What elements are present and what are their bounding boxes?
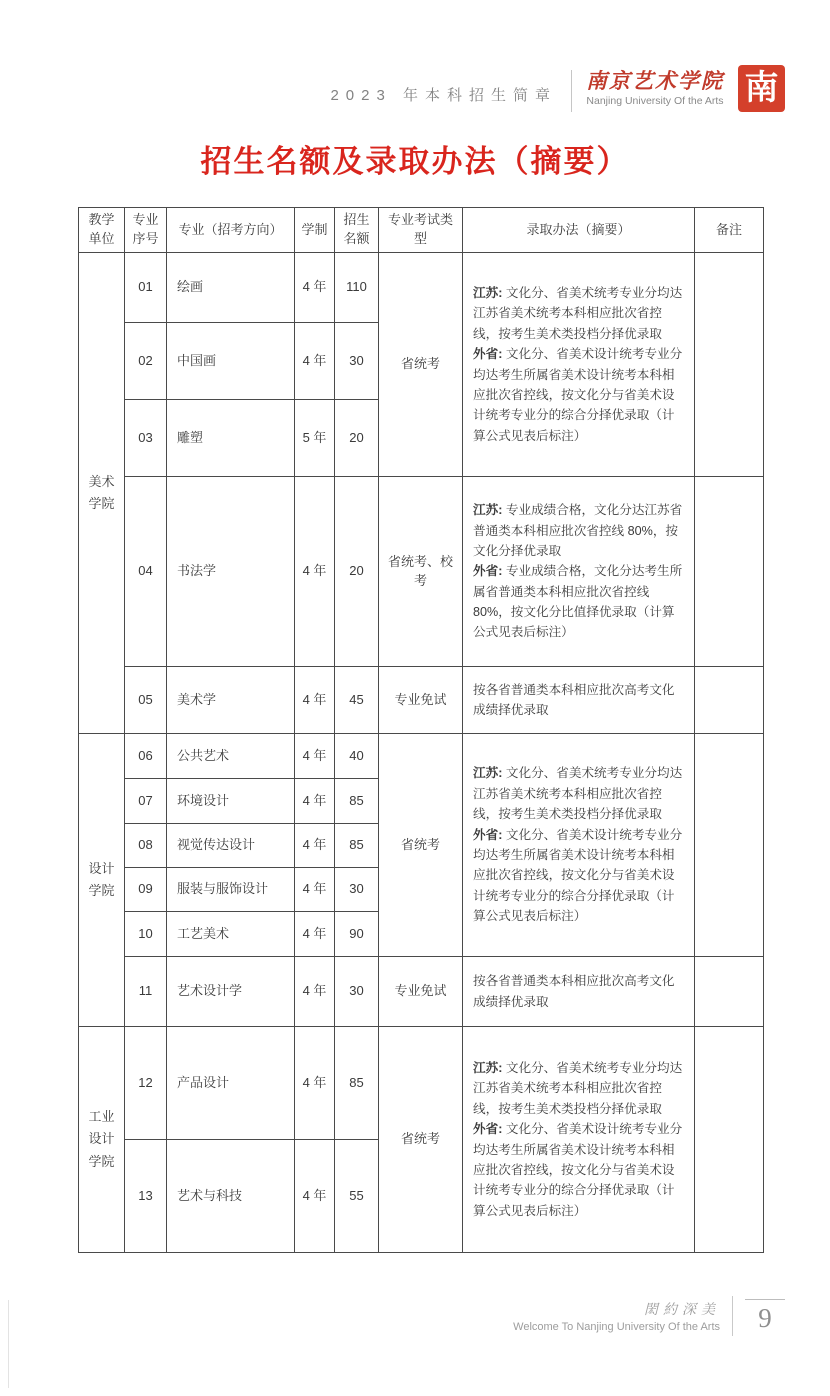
university-name-en: Nanjing University Of the Arts [586, 95, 724, 108]
major-no-cell: 10 [125, 912, 167, 957]
major-name-cell: 雕塑 [167, 400, 295, 477]
document-title: 2023 年本科招生简章 [330, 87, 557, 104]
policy-jiangsu-text: 文化分、省美术统考专业分均达江苏省美术统考本科相应批次省控线，按考生美术类投档分择优录取 [473, 285, 683, 341]
quota-cell: 110 [335, 253, 379, 323]
remark-cell [695, 253, 764, 477]
unit-cell-design: 设计学院 [79, 734, 125, 1027]
admission-method-cell [463, 477, 695, 667]
university-brand [586, 70, 724, 107]
major-name-cell: 公共艺术 [167, 734, 295, 779]
remark-cell [695, 1027, 764, 1253]
major-no-cell: 02 [125, 323, 167, 400]
major-name-cell: 环境设计 [167, 779, 295, 824]
major-name-cell: 服装与服饰设计 [167, 868, 295, 912]
major-no-cell: 01 [125, 253, 167, 323]
page-header [0, 55, 785, 112]
policy-other-text: 文化分、省美术设计统考专业分均达考生所属省美术设计统考本科相应批次省控线，按文化分与省美术设计统考专业分的综合分择优录取（计算公式见表后标注） [473, 827, 683, 924]
policy-other-label: 外省: [473, 347, 503, 362]
admission-method-cell [463, 957, 695, 1027]
quota-cell: 30 [335, 957, 379, 1027]
table-row [79, 957, 764, 1027]
policy-jiangsu-label: 江苏: [473, 1060, 503, 1075]
header-divider [571, 70, 572, 112]
table-row [79, 734, 764, 779]
years-cell: 4 年 [295, 323, 335, 400]
admission-quota-table [78, 207, 764, 1253]
quota-cell: 40 [335, 734, 379, 779]
col-header-years: 学制 [295, 208, 335, 253]
years-cell: 4 年 [295, 734, 335, 779]
admission-method-cell [463, 253, 695, 477]
table-row [79, 1027, 764, 1140]
policy-other-text: 文化分、省美术设计统考专业分均达考生所属省美术设计统考本科相应批次省控线，按文化分与省美术设计统考专业分的综合分择优录取（计算公式见表后标注） [473, 347, 683, 443]
major-no-cell: 05 [125, 667, 167, 734]
exam-type-cell: 省统考 [379, 1027, 463, 1253]
table-row [79, 667, 764, 734]
col-header-quota: 招生名额 [335, 208, 379, 253]
admission-method-cell [463, 1027, 695, 1253]
major-name-cell: 绘画 [167, 253, 295, 323]
table-row [79, 477, 764, 667]
major-name-cell: 艺术设计学 [167, 957, 295, 1027]
page-number: 9 [758, 1302, 772, 1333]
years-cell: 4 年 [295, 477, 335, 667]
major-name-cell: 产品设计 [167, 1027, 295, 1140]
left-edge-mark [8, 1300, 9, 1388]
university-name-cn: 南京艺术学院 [586, 68, 724, 93]
policy-other-text: 专业成绩合格，文化分达考生所属省普通类本科相应批次省控线 80%，按文化分比值择优录取（计算公式见表后标注） [473, 564, 683, 640]
unit-cell-fine-arts: 美术学院 [79, 253, 125, 734]
exam-type-cell: 省统考、校考 [379, 477, 463, 667]
quota-cell: 30 [335, 868, 379, 912]
unit-cell-industrial-design: 工业设计学院 [79, 1027, 125, 1253]
years-cell: 4 年 [295, 1140, 335, 1253]
major-no-cell: 03 [125, 400, 167, 477]
col-header-admission-method: 录取办法（摘要） [463, 208, 695, 253]
years-cell: 5 年 [295, 400, 335, 477]
policy-jiangsu-text: 文化分、省美术统考专业分均达江苏省美术统考本科相应批次省控线，按考生美术类投档分择优录取 [473, 766, 683, 822]
quota-cell: 45 [335, 667, 379, 734]
policy-other-label: 外省: [473, 1122, 503, 1137]
admission-method-cell [463, 734, 695, 957]
page-number-rule [745, 1299, 785, 1300]
quota-cell: 85 [335, 779, 379, 824]
years-cell: 4 年 [295, 868, 335, 912]
major-name-cell: 视觉传达设计 [167, 824, 295, 868]
quota-cell: 55 [335, 1140, 379, 1253]
policy-other-text: 文化分、省美术设计统考专业分均达考生所属省美术设计统考本科相应批次省控线，按文化分与省美术设计统考专业分的综合分择优录取（计算公式见表后标注） [473, 1122, 683, 1218]
col-header-major: 专业（招考方向） [167, 208, 295, 253]
quota-cell: 20 [335, 477, 379, 667]
exam-type-cell: 专业免试 [379, 957, 463, 1027]
major-no-cell: 08 [125, 824, 167, 868]
quota-cell: 85 [335, 1027, 379, 1140]
policy-other-label: 外省: [473, 564, 503, 579]
policy-other-label: 外省: [473, 827, 503, 842]
col-header-exam-type: 专业考试类型 [379, 208, 463, 253]
policy-jiangsu-text: 专业成绩合格，文化分达江苏省普通类本科相应批次省控线 80%，按文化分择优录取 [473, 503, 683, 558]
page-number-block [745, 1299, 785, 1334]
major-name-cell: 艺术与科技 [167, 1140, 295, 1253]
major-no-cell: 07 [125, 779, 167, 824]
major-no-cell: 12 [125, 1027, 167, 1140]
policy-exempt-text: 按各省普通类本科相应批次高考文化成绩择优录取 [473, 682, 675, 717]
exam-type-cell: 省统考 [379, 734, 463, 957]
major-no-cell: 13 [125, 1140, 167, 1253]
page-title: 招生名额及录取办法（摘要） [200, 144, 630, 179]
page-footer [513, 1296, 785, 1336]
years-cell: 4 年 [295, 779, 335, 824]
quota-cell: 85 [335, 824, 379, 868]
years-cell: 4 年 [295, 253, 335, 323]
remark-cell [695, 734, 764, 957]
quota-cell: 20 [335, 400, 379, 477]
policy-jiangsu-text: 文化分、省美术统考专业分均达江苏省美术统考本科相应批次省控线，按考生美术类投档分择优录取 [473, 1060, 683, 1116]
major-no-cell: 06 [125, 734, 167, 779]
major-name-cell: 中国画 [167, 323, 295, 400]
remark-cell [695, 957, 764, 1027]
policy-jiangsu-label: 江苏: [473, 503, 503, 518]
remark-cell [695, 477, 764, 667]
admission-method-cell [463, 667, 695, 734]
major-no-cell: 09 [125, 868, 167, 912]
policy-jiangsu-label: 江苏: [473, 766, 503, 781]
remark-cell [695, 667, 764, 734]
col-header-teaching-unit: 教学单位 [79, 208, 125, 253]
col-header-remark: 备注 [695, 208, 764, 253]
years-cell: 4 年 [295, 824, 335, 868]
table-row [79, 253, 764, 323]
major-name-cell: 工艺美术 [167, 912, 295, 957]
years-cell: 4 年 [295, 912, 335, 957]
table-header-row [79, 208, 764, 253]
years-cell: 4 年 [295, 1027, 335, 1140]
quota-cell: 90 [335, 912, 379, 957]
policy-exempt-text: 按各省普通类本科相应批次高考文化成绩择优录取 [473, 974, 675, 1009]
exam-type-cell: 专业免试 [379, 667, 463, 734]
col-header-major-no: 专业序号 [125, 208, 167, 253]
major-name-cell: 书法学 [167, 477, 295, 667]
university-seal-logo-icon: 南 [738, 65, 785, 112]
years-cell: 4 年 [295, 667, 335, 734]
major-name-cell: 美术学 [167, 667, 295, 734]
exam-type-cell: 省统考 [379, 253, 463, 477]
school-motto: 閎約深美 [644, 1303, 720, 1318]
welcome-text: Welcome To Nanjing University Of the Arts [513, 1321, 720, 1333]
major-no-cell: 04 [125, 477, 167, 667]
footer-divider [732, 1296, 733, 1336]
years-cell: 4 年 [295, 957, 335, 1027]
major-no-cell: 11 [125, 957, 167, 1027]
quota-cell: 30 [335, 323, 379, 400]
policy-jiangsu-label: 江苏: [473, 285, 503, 300]
